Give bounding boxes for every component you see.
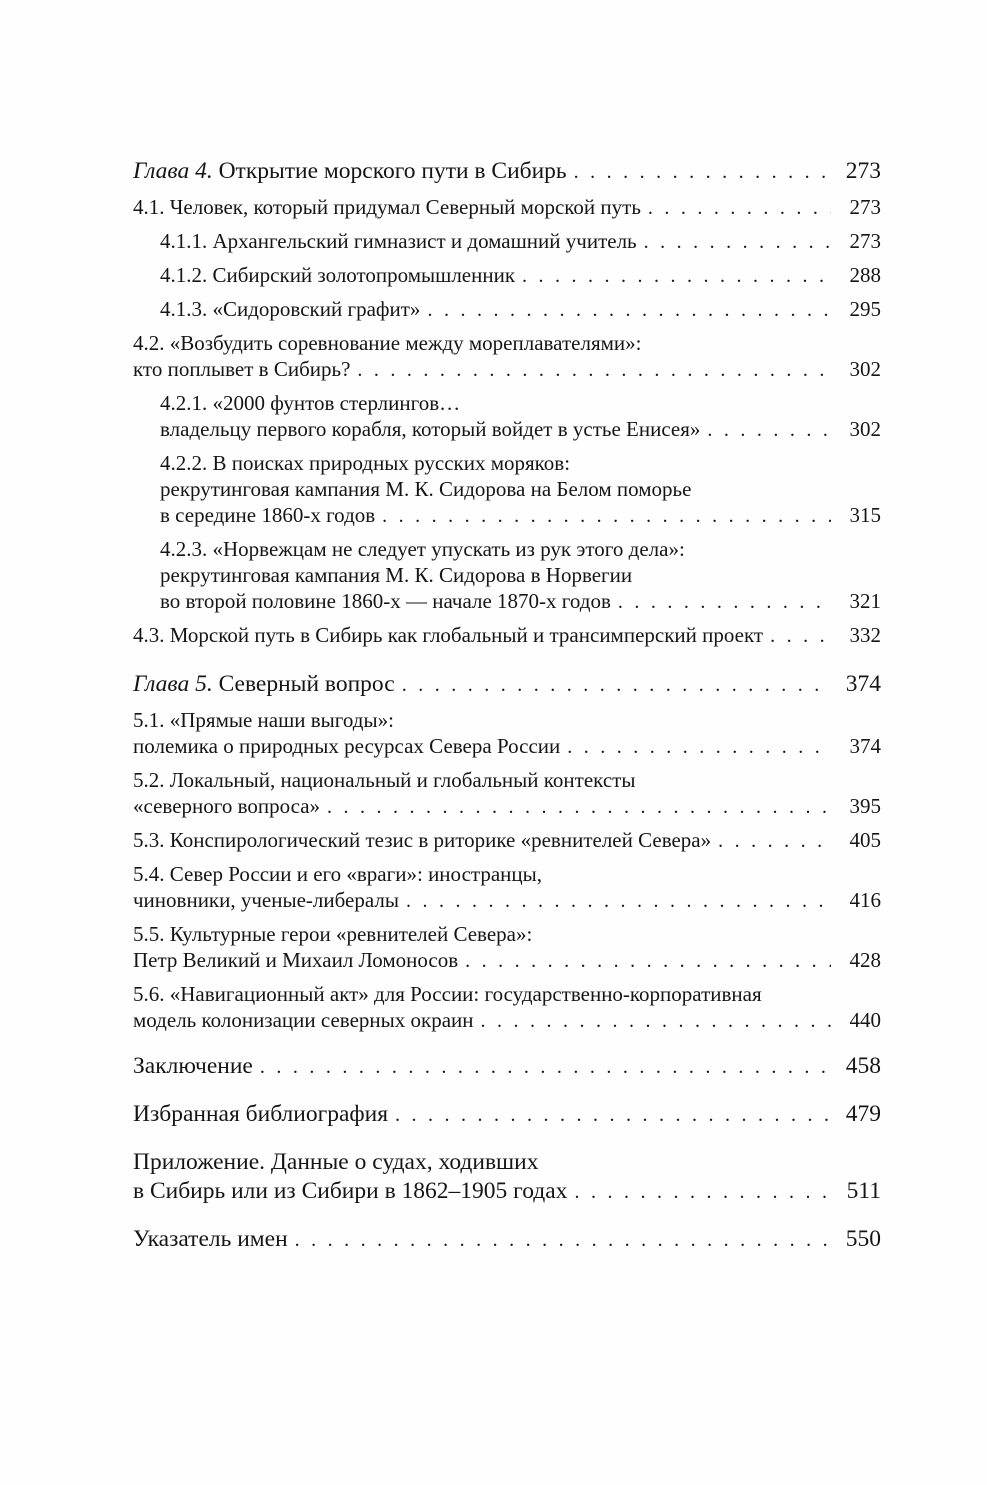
dot-leader xyxy=(427,297,831,323)
toc-entry-title xyxy=(160,228,637,254)
dot-leader xyxy=(567,734,831,760)
toc-entry-line: 5.6. «Навигационный акт» для России: государственно-корпоративная xyxy=(133,982,762,1006)
toc-entry-wrapped-line xyxy=(160,562,881,588)
toc-entry-title xyxy=(133,331,641,355)
toc-entry-line: Петр Великий и Михаил Ломоносов xyxy=(133,948,459,972)
page-number: 315 xyxy=(849,503,881,527)
toc-entry-last-line xyxy=(133,827,881,854)
dot-leader xyxy=(260,1053,831,1082)
page-number: 428 xyxy=(849,948,881,972)
toc-entry-title xyxy=(133,1100,388,1129)
toc-entry-last-line xyxy=(160,588,881,615)
toc-entry-line: 5.1. «Прямые наши выгоды»: xyxy=(133,708,394,732)
toc-entry-line: 4.2.3. «Норвежцам не следует упускать из рук этого дела»: xyxy=(160,537,685,561)
toc-entry-wrapped-line xyxy=(133,707,881,733)
toc-entry-title xyxy=(133,793,320,819)
toc-entry-last-line xyxy=(133,1100,881,1130)
chapter-prefix: Глава 4. xyxy=(133,158,213,184)
page-number: 395 xyxy=(849,794,881,818)
toc-entry-title xyxy=(160,477,691,501)
dot-leader xyxy=(707,417,831,443)
toc-entry-line: рекрутинговая кампания М. К. Сидорова в Норвегии xyxy=(160,563,633,587)
toc-entry-line: 4.2.1. «2000 фунтов стерлингов… xyxy=(160,391,461,415)
toc-entry-last-line xyxy=(160,262,881,289)
toc-entry-title xyxy=(133,922,532,946)
toc-entry xyxy=(133,296,881,323)
dot-leader xyxy=(644,229,831,255)
dot-leader xyxy=(770,623,831,649)
toc-entry-last-line xyxy=(160,296,881,323)
toc-entry-last-line xyxy=(133,1052,881,1082)
page-number: 374 xyxy=(845,671,881,697)
page-number: 332 xyxy=(849,623,881,647)
page-number: 302 xyxy=(849,417,881,441)
dot-leader xyxy=(327,794,831,820)
page-number: 273 xyxy=(849,195,881,219)
toc-entry-last-line xyxy=(160,502,881,529)
toc-entry-last-line xyxy=(160,416,881,443)
toc-entry-title xyxy=(133,622,763,648)
toc-entry-title xyxy=(133,670,395,699)
toc-entry-wrapped-line xyxy=(160,476,881,502)
toc-entry xyxy=(133,330,881,383)
toc-entry-last-line xyxy=(133,194,881,221)
toc-entry-line: «северного вопроса» xyxy=(133,794,321,818)
toc-list xyxy=(133,157,881,1255)
toc-entry-title xyxy=(133,1177,567,1206)
toc-entry xyxy=(133,981,881,1034)
toc-entry-last-line xyxy=(160,228,881,255)
toc-entry xyxy=(133,707,881,760)
toc-entry-line: владельцу первого корабля, который войдет в устье Енисея» xyxy=(160,417,701,441)
dot-leader xyxy=(402,671,831,700)
toc-entry-line: Указатель имен xyxy=(133,1226,288,1252)
dot-leader xyxy=(382,503,831,529)
dot-leader xyxy=(648,195,831,221)
page-number: 295 xyxy=(849,297,881,321)
toc-entry xyxy=(133,622,881,649)
toc-entry-line: во второй половине 1860-х — начале 1870-х годов xyxy=(160,589,611,613)
toc-entry xyxy=(133,262,881,289)
toc-entry xyxy=(133,1052,881,1082)
toc-entry-title xyxy=(133,947,458,973)
toc-entry-line: в Сибирь или из Сибири в 1862–1905 годах xyxy=(133,1178,568,1204)
page-number: 302 xyxy=(849,357,881,381)
page-number: 440 xyxy=(849,1008,881,1032)
toc-entry-wrapped-line xyxy=(133,330,881,356)
toc-entry xyxy=(133,670,881,700)
dot-leader xyxy=(574,1178,831,1207)
dot-leader xyxy=(357,357,831,383)
toc-entry-line: 4.1.2. Сибирский золотопромышленник xyxy=(160,263,516,287)
toc-entry-title xyxy=(160,296,420,322)
chapter-prefix: Глава 5. xyxy=(133,671,213,697)
toc-entry-last-line xyxy=(133,947,881,974)
toc-entry-wrapped-line xyxy=(160,450,881,476)
toc-entry xyxy=(133,390,881,443)
toc-entry-line: рекрутинговая кампания М. К. Сидорова на Белом поморье xyxy=(160,477,692,501)
toc-entry-last-line xyxy=(133,157,881,187)
toc-entry xyxy=(133,861,881,914)
toc-entry-line: 5.2. Локальный, национальный и глобальный контексты xyxy=(133,768,636,792)
toc-entry-last-line xyxy=(133,1007,881,1034)
toc-entry-last-line xyxy=(133,356,881,383)
toc-entry-title xyxy=(160,588,611,614)
toc-entry-wrapped-line xyxy=(133,767,881,793)
page-number: 273 xyxy=(849,229,881,253)
toc-entry-title xyxy=(133,1052,253,1081)
toc-entry xyxy=(133,536,881,615)
toc-entry xyxy=(133,921,881,974)
page-number: 405 xyxy=(849,828,881,852)
page-number: 321 xyxy=(849,589,881,613)
page-number: 550 xyxy=(845,1226,881,1252)
toc-entry-line: Открытие морского пути в Сибирь xyxy=(218,158,567,184)
toc-entry-line: кто поплывет в Сибирь? xyxy=(133,357,351,381)
toc-entry-title xyxy=(133,827,711,853)
dot-leader xyxy=(295,1226,831,1255)
toc-entry-last-line xyxy=(133,1177,881,1207)
toc-entry xyxy=(133,1100,881,1130)
toc-entry xyxy=(133,767,881,820)
toc-entry xyxy=(133,1225,881,1255)
toc-entry-last-line xyxy=(133,670,881,700)
toc-entry-last-line xyxy=(133,622,881,649)
toc-entry-title xyxy=(160,416,700,442)
dot-leader xyxy=(522,263,831,289)
toc-entry xyxy=(133,827,881,854)
toc-entry-title xyxy=(160,502,375,528)
toc-entry-wrapped-line xyxy=(133,921,881,947)
toc-entry-line: Заключение xyxy=(133,1053,253,1079)
page-number: 273 xyxy=(845,158,881,184)
dot-leader xyxy=(574,158,831,187)
toc-entry-wrapped-line xyxy=(133,1148,881,1177)
toc-entry-wrapped-line xyxy=(160,536,881,562)
toc-entry-title xyxy=(160,262,515,288)
toc-entry xyxy=(133,450,881,529)
toc-entry xyxy=(133,1148,881,1207)
toc-entry-title xyxy=(133,733,560,759)
toc-entry-line: 5.3. Конспирологический тезис в риторике «ревнителей Севера» xyxy=(133,828,712,852)
toc-entry-last-line xyxy=(133,887,881,914)
toc-entry-title xyxy=(133,982,762,1006)
toc-entry-line: 4.3. Морской путь в Сибирь как глобальный и трансимперский проект xyxy=(133,623,764,647)
toc-entry-title xyxy=(160,537,685,561)
toc-entry-line: в середине 1860-х годов xyxy=(160,503,376,527)
toc-entry-title xyxy=(133,862,542,886)
page-number: 458 xyxy=(845,1053,881,1079)
toc-entry-line: 4.1. Человек, который придумал Северный морской путь xyxy=(133,195,641,219)
toc-entry-title xyxy=(133,157,567,186)
dot-leader xyxy=(406,888,831,914)
toc-entry-line: 4.2.2. В поисках природных русских моряков: xyxy=(160,451,571,475)
toc-entry-line: модель колонизации северных окраин xyxy=(133,1008,474,1032)
toc-entry-title xyxy=(160,563,632,587)
dot-leader xyxy=(718,828,831,854)
toc-entry xyxy=(133,194,881,221)
toc-entry-title xyxy=(160,451,570,475)
toc-entry-title xyxy=(133,1225,288,1254)
toc-entry-line: 4.1.3. «Сидоровский графит» xyxy=(160,297,421,321)
toc-entry-title xyxy=(133,768,635,792)
toc-entry-wrapped-line xyxy=(133,981,881,1007)
toc-entry-last-line xyxy=(133,793,881,820)
toc-entry xyxy=(133,228,881,255)
toc-entry xyxy=(133,157,881,187)
toc-entry-title xyxy=(133,356,350,382)
toc-entry-line: 4.2. «Возбудить соревнование между мореплавателями»: xyxy=(133,331,642,355)
toc-entry-line: Северный вопрос xyxy=(218,671,395,697)
toc-entry-title xyxy=(133,1149,538,1175)
dot-leader xyxy=(465,948,831,974)
toc-entry-wrapped-line xyxy=(160,390,881,416)
page-number: 374 xyxy=(849,734,881,758)
toc-entry-line: 5.4. Север России и его «враги»: иностранцы, xyxy=(133,862,542,886)
dot-leader xyxy=(481,1008,831,1034)
toc-entry-last-line xyxy=(133,1225,881,1255)
page-number: 288 xyxy=(849,263,881,287)
toc-entry-line: чиновники, ученые-либералы xyxy=(133,888,399,912)
toc-entry-title xyxy=(160,391,460,415)
toc-entry-title xyxy=(133,887,399,913)
toc-entry-wrapped-line xyxy=(133,861,881,887)
toc-entry-line: 4.1.1. Архангельский гимназист и домашний учитель xyxy=(160,229,637,253)
dot-leader xyxy=(618,589,831,615)
page-number: 511 xyxy=(846,1178,881,1204)
toc-entry-title xyxy=(133,708,394,732)
dot-leader xyxy=(395,1101,831,1130)
toc-entry-last-line xyxy=(133,733,881,760)
toc-entry-line: полемика о природных ресурсах Севера России xyxy=(133,734,561,758)
toc-entry-line: Избранная библиография xyxy=(133,1101,389,1127)
toc-entry-line: 5.5. Культурные герои «ревнителей Севера»: xyxy=(133,922,533,946)
toc-entry-title xyxy=(133,194,641,220)
toc-entry-title xyxy=(133,1007,474,1033)
page-number: 479 xyxy=(845,1101,881,1127)
toc-entry-line: Приложение. Данные о судах, ходивших xyxy=(133,1149,539,1175)
page-number: 416 xyxy=(849,888,881,912)
